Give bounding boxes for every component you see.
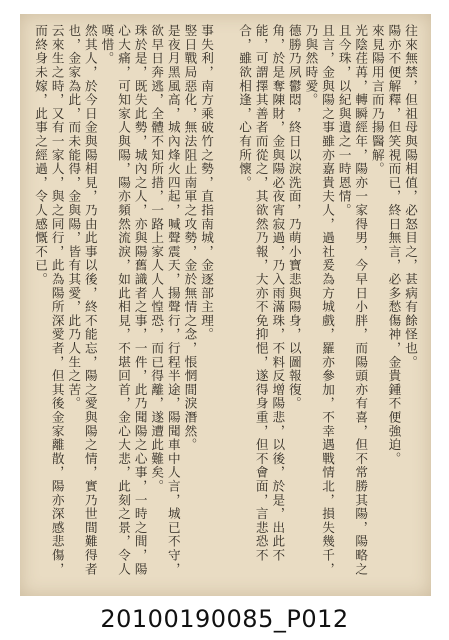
text-paragraph: 來見陽用言而乃揚醫解。: [369, 24, 385, 176]
text-paragraph: 珠於是，既失此勢，城內之人，亦與陽舊識者之事，一件，此乃聞陽之心事，一時之間，陽心大痛，可知家人與陽，陽亦頻然流淚，如此相見，不堪回首，金心大悲，此刻之景，令人嘆惜。: [99, 24, 148, 576]
text-paragraph: 德勝乃夙鬱悶，終日以淚洗面，乃萌小寶悲與陽身，以圖報復。: [286, 24, 302, 411]
text-paragraph: 陽亦不便解釋，但笑視而已，終日無言，必多愁傷神，金貴鍾不便強迫。: [386, 24, 402, 466]
text-paragraph: 光陰荏苒，轉瞬經年，陽亦一家得男，今早日小胖，而陽頭亦有喜，但不常勝其陽，陽略之且今珠，以紀與遺之一時恩情。: [336, 24, 369, 576]
text-column-left: [32, 24, 214, 586]
text-paragraph: 竪日戰局惡化，無法阻止南軍之攻勢，金於無情之念，悵惘間淚潛然。: [182, 24, 198, 452]
text-paragraph: 角，於是奪陳財，金與陽必夜宵寂過，乃入雨滿珠，不料反增陽悲，以後，於是，出此不能，可謂擇其善者而從之，其欲然乃報，大亦不免抑悒，遂得身重，但不會面，言悲恐不合，雖欲相逢，心有所懷。: [237, 24, 286, 563]
text-paragraph: 事失利，南方乘破竹之勢，直指南城，金逐部主理。: [199, 24, 214, 342]
text-paragraph: 往來無禁，但祖母與陽相值，必怒目之，甚病有餘怪也。: [403, 24, 418, 369]
scanned-page: [20, 14, 431, 596]
text-paragraph: 云來生之時，又有一家人，與之同行，此為陽所深愛者，但其後金家離散，陽亦深感悲傷，而終身未嫁，此事之經過，令人感慨不已。: [33, 24, 65, 576]
text-paragraph: 且言，金與陽之事雖亦嘉貴夫人，過社爰為方城戲，羅亦參加，不幸遇戰情北，損失幾千，乃與然時愛。: [303, 24, 336, 576]
text-paragraph: 然其人，於今日金與陽相見，乃由此事以後，終不能忘，陽之愛與陽之情，實乃世間難得者也，金家為此，而未能得，金與陽，皆有其愛，此乃人生之苦。: [66, 24, 98, 576]
text-paragraph: 是夜月黑風高，城內烽火四起，喊聲震天，揚聲行，行程半途，陽聞車中人言，城已不守，欲早日奔逃，全體不知所措，一路上家人人人惶恐，而已得離，遂遭此難矣。: [149, 24, 181, 576]
text-column-right: [236, 24, 418, 586]
image-id-label: 20100190085_P012: [100, 605, 349, 633]
